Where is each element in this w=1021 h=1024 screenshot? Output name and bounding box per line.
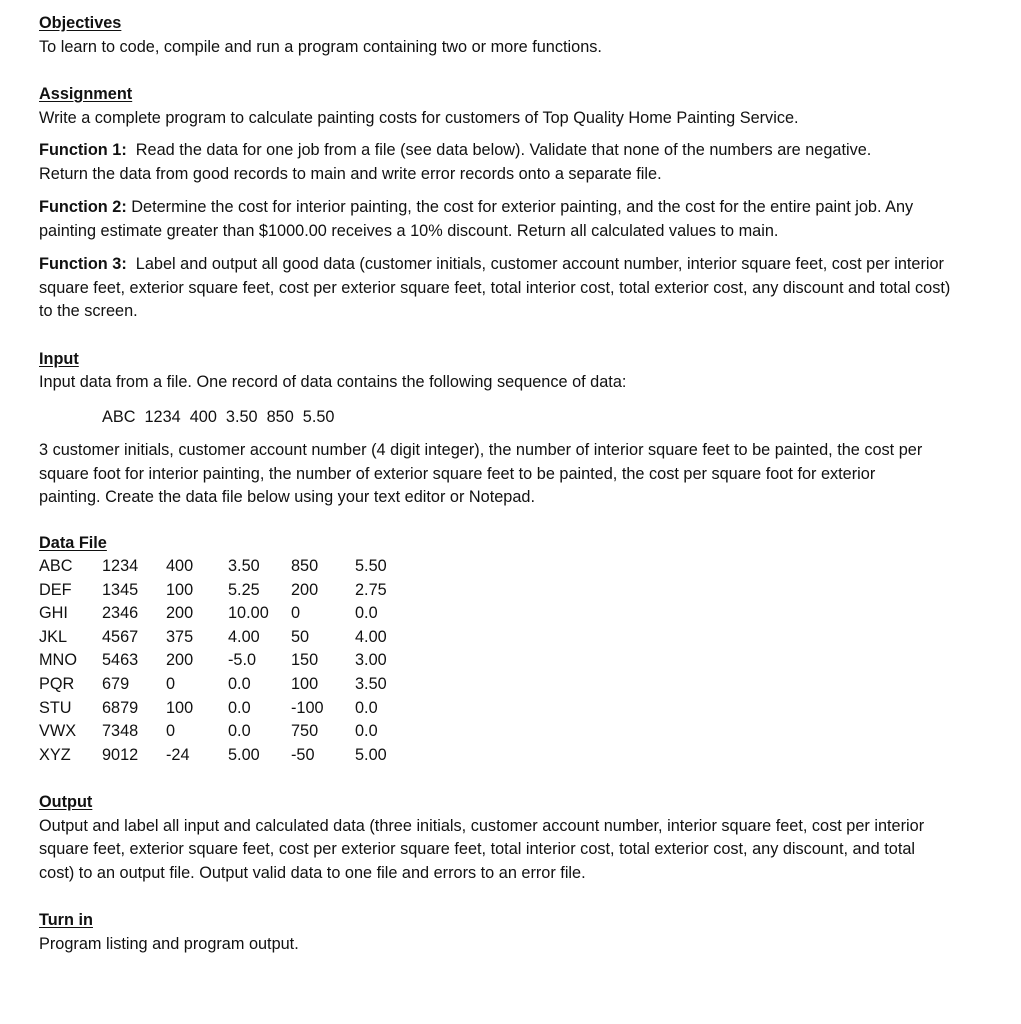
cell-initials: VWX (39, 722, 77, 741)
input-heading: Input (39, 349, 79, 368)
turn-in-text: Program listing and program output. (39, 934, 299, 953)
objectives-text: To learn to code, compile and run a program containing two or more functions. (39, 37, 602, 56)
cell-exterior-cost: 5.00 (355, 745, 387, 764)
turn-in-heading: Turn in (39, 911, 93, 930)
table-row (39, 579, 415, 603)
sample-interior-sqft: 400 (189, 407, 217, 426)
cell-account: 2346 (102, 604, 139, 623)
cell-interior-sqft: 375 (166, 627, 194, 646)
cell-interior-cost: -5.0 (228, 651, 257, 670)
sample-initials: ABC (102, 407, 136, 426)
cell-exterior-cost: 5.50 (355, 557, 387, 575)
cell-exterior-sqft: 850 (291, 557, 319, 575)
cell-exterior-cost: 0.0 (355, 722, 378, 741)
cell-interior-cost: 0.0 (228, 722, 251, 741)
table-row (39, 555, 415, 579)
function-3-label: Function 3 (39, 255, 122, 273)
cell-initials: DEF (39, 580, 72, 599)
function-2-text: Determine the cost for interior painting, the cost for exterior painting, and the cost for the entire paint job. Any painting estimate greater than $1000.00 receives a 10% discount. Return all calculated values to main. (39, 198, 914, 240)
cell-initials: STU (39, 698, 72, 717)
cell-exterior-cost: 4.00 (355, 627, 387, 646)
function-1-text: Read the data for one job from a file (see data below). Validate that none of the numbers are negative. Return the data from good records to main and write error records onto a separate file. (39, 141, 872, 183)
cell-interior-sqft: 0 (166, 674, 176, 693)
cell-interior-sqft: -24 (166, 745, 190, 764)
sample-exterior-sqft: 850 (266, 407, 294, 426)
cell-account: 679 (102, 674, 130, 693)
cell-exterior-sqft: 150 (291, 651, 319, 670)
cell-account: 4567 (102, 627, 139, 646)
cell-exterior-cost: 2.75 (355, 580, 387, 599)
cell-interior-sqft: 0 (166, 722, 176, 741)
cell-initials: GHI (39, 604, 68, 623)
cell-exterior-sqft: 750 (291, 722, 319, 741)
cell-account: 9012 (102, 745, 139, 764)
cell-exterior-sqft: 100 (291, 674, 319, 693)
cell-exterior-cost: 3.50 (355, 674, 387, 693)
cell-interior-cost: 5.00 (228, 745, 260, 764)
cell-exterior-sqft: -100 (291, 698, 324, 717)
cell-exterior-sqft: 200 (291, 580, 319, 599)
function-3-paragraph: Function 3: Label and output all good data (customer initials, customer account number, interior square feet, cost per interior square feet, exterior square feet, cost per exterior square feet, total interior cost, total exterior cost, any discount and total cost) to the screen. (39, 255, 951, 320)
function-2-label: Function 2 (39, 198, 122, 216)
cell-initials: ABC (39, 557, 73, 575)
cell-exterior-sqft: 50 (291, 627, 310, 646)
sample-account: 1234 (144, 407, 181, 426)
function-3-text: Label and output all good data (customer initials, customer account number, interior square feet, cost per interior square feet, exterior square feet, cost per exterior square feet, total interior cost, total exterior cost, any discount and total cost) to the screen. (39, 255, 951, 320)
assignment-heading: Assignment (39, 85, 133, 103)
input-sample-record (102, 406, 999, 430)
table-row (39, 626, 415, 650)
cell-account: 1234 (102, 557, 139, 575)
cell-exterior-sqft: 0 (291, 604, 301, 623)
cell-interior-cost: 5.25 (228, 580, 260, 599)
cell-account: 7348 (102, 722, 139, 741)
input-description: 3 customer initials, customer account number (4 digit integer), the number of interior square feet to be painted, the cost per square foot for interior painting, the number of exterior square feet to be painted, the cost per square foot for exterior painting. Create the data file below using your text editor or Notepad. (39, 441, 923, 506)
assignment-document (39, 12, 999, 956)
table-row (39, 673, 415, 697)
cell-initials: PQR (39, 674, 75, 693)
cell-account: 5463 (102, 651, 139, 670)
cell-interior-sqft: 100 (166, 580, 194, 599)
table-row (39, 744, 415, 768)
cell-interior-cost: 0.0 (228, 674, 251, 693)
input-intro: Input data from a file. One record of data contains the following sequence of data: (39, 373, 627, 391)
table-row (39, 697, 415, 721)
assignment-text: Write a complete program to calculate painting costs for customers of Top Quality Home Painting Service. (39, 108, 799, 127)
output-heading: Output (39, 793, 93, 812)
cell-interior-sqft: 100 (166, 698, 194, 717)
cell-exterior-cost: 0.0 (355, 604, 378, 623)
cell-interior-sqft: 400 (166, 557, 194, 575)
cell-initials: JKL (39, 627, 68, 646)
cell-interior-sqft: 200 (166, 651, 194, 670)
cell-interior-cost: 3.50 (228, 557, 260, 575)
sample-interior-cost: 3.50 (225, 407, 258, 426)
function-2-paragraph: Function 2: Determine the cost for interior painting, the cost for exterior painting, and the cost for the entire paint job. Any painting estimate greater than $1000.00 receives a 10% discount. Return all calculated values to main. (39, 198, 914, 240)
cell-exterior-sqft: -50 (291, 745, 315, 764)
cell-initials: XYZ (39, 745, 71, 764)
cell-initials: MNO (39, 651, 77, 670)
objectives-heading: Objectives (39, 14, 122, 32)
data-file-table (39, 555, 415, 767)
cell-exterior-cost: 0.0 (355, 698, 378, 717)
cell-interior-sqft: 200 (166, 604, 194, 623)
cell-interior-cost: 10.00 (228, 604, 269, 623)
function-1-paragraph: Function 1: Read the data for one job from a file (see data below). Validate that none of the numbers are negative. Return the data from good records to main and write error records onto a separate file. (39, 141, 872, 183)
table-row (39, 602, 415, 626)
cell-interior-cost: 4.00 (228, 627, 260, 646)
output-text: Output and label all input and calculated data (three initials, customer account number, interior square feet, cost per interior square feet, exterior square feet, cost per exterior square feet, total interior cost, total exterior cost, any discount, and total cost) to an output file. Output valid data to one file and errors to an error file. (39, 816, 925, 882)
sample-exterior-cost: 5.50 (302, 407, 335, 426)
table-row (39, 720, 415, 744)
table-row (39, 649, 415, 673)
cell-account: 1345 (102, 580, 139, 599)
data-file-heading: Data File (39, 533, 107, 552)
cell-exterior-cost: 3.00 (355, 651, 387, 670)
cell-interior-cost: 0.0 (228, 698, 251, 717)
function-1-label: Function 1 (39, 141, 122, 159)
cell-account: 6879 (102, 698, 139, 717)
